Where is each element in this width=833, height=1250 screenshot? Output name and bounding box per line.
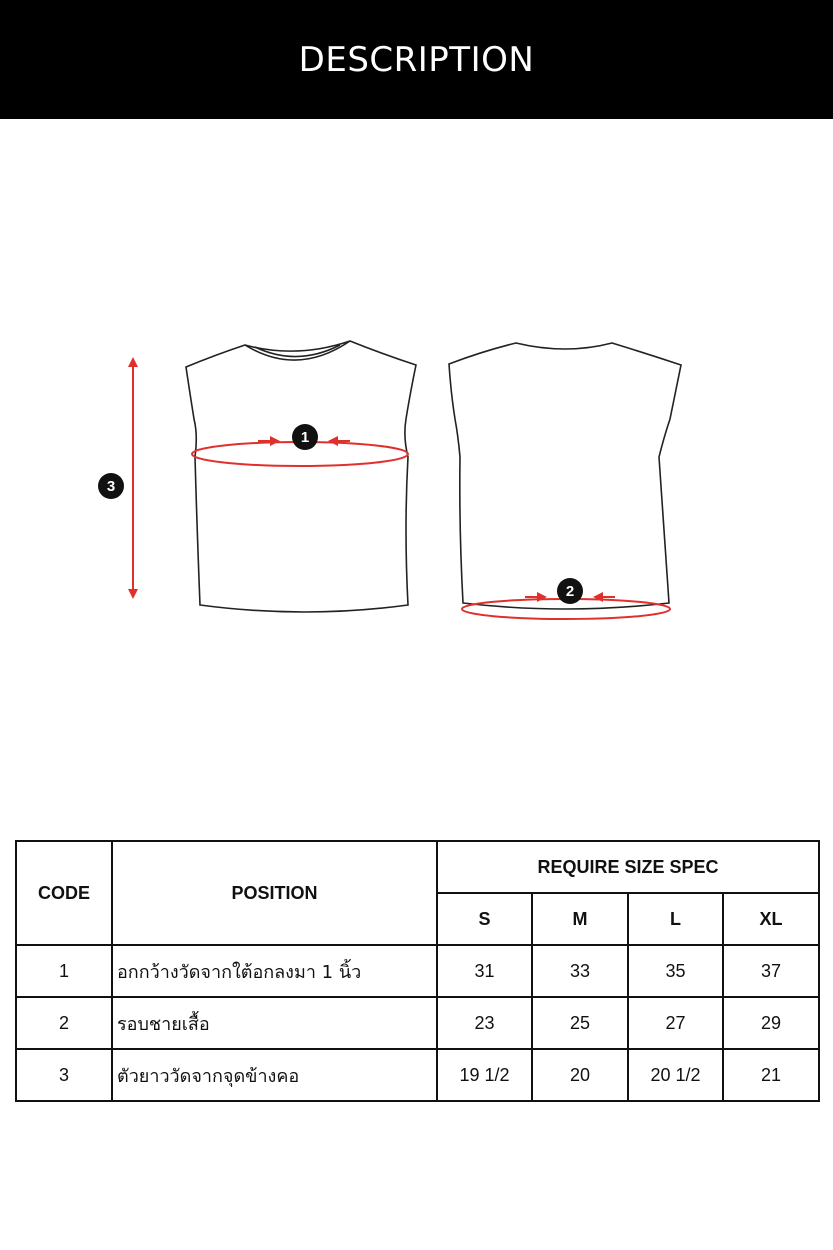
marker-label-3: 3 (106, 478, 116, 495)
header-require-size-spec: REQUIRE SIZE SPEC (437, 841, 819, 893)
row-value-xl: 29 (723, 997, 819, 1049)
marker-badge-3 (98, 473, 124, 499)
header-position: POSITION (112, 841, 437, 945)
marker-badge-2 (557, 578, 583, 604)
page-title: DESCRIPTION (298, 39, 535, 80)
row-value-l: 27 (628, 997, 723, 1049)
row-code: 2 (16, 997, 112, 1049)
row-value-m: 20 (532, 1049, 628, 1101)
row-position: รอบชายเสื้อ (112, 997, 437, 1049)
diagram-svg (0, 119, 833, 799)
row-value-l: 20 1/2 (628, 1049, 723, 1101)
row-value-s: 31 (437, 945, 532, 997)
shirt-back (449, 343, 681, 609)
row-value-xl: 37 (723, 945, 819, 997)
page-header (0, 0, 833, 119)
row-value-l: 35 (628, 945, 723, 997)
marker-label-2: 2 (565, 583, 575, 600)
table-row (16, 997, 819, 1049)
row-code: 1 (16, 945, 112, 997)
row-position: อกกว้างวัดจากใต้อกลงมา 1 นิ้ว (112, 945, 437, 997)
table-row (16, 1049, 819, 1101)
row-code: 3 (16, 1049, 112, 1101)
marker-badge-1 (292, 424, 318, 450)
size-spec-table (15, 840, 820, 1102)
header-size-s: S (437, 893, 532, 945)
header-code: CODE (16, 841, 112, 945)
header-size-m: M (532, 893, 628, 945)
measurement-diagram (0, 119, 833, 799)
marker-label-1: 1 (300, 429, 310, 446)
header-size-xl: XL (723, 893, 819, 945)
header-size-l: L (628, 893, 723, 945)
row-value-s: 19 1/2 (437, 1049, 532, 1101)
row-value-m: 33 (532, 945, 628, 997)
row-value-m: 25 (532, 997, 628, 1049)
table-row (16, 945, 819, 997)
shirt-front (186, 341, 416, 612)
row-position: ตัวยาววัดจากจุดข้างคอ (112, 1049, 437, 1101)
row-value-xl: 21 (723, 1049, 819, 1101)
row-value-s: 23 (437, 997, 532, 1049)
